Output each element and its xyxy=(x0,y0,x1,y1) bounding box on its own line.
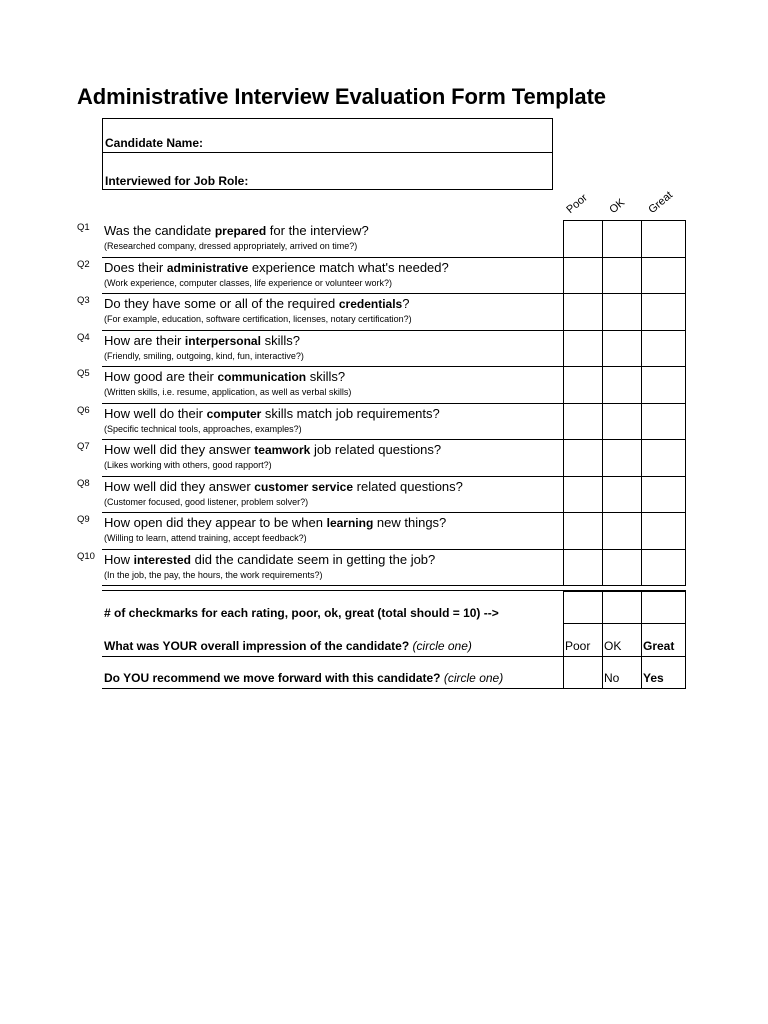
question-text-post: experience match what's needed? xyxy=(248,259,449,275)
rating-header-ok: OK xyxy=(607,196,628,216)
question-number: Q8 xyxy=(77,477,90,489)
question-text-pre: Do they have some or all of the required xyxy=(104,296,339,311)
question-hint: (Written skills, i.e. resume, application, as well as verbal skills) xyxy=(104,387,352,397)
question-text-pre: How well do their xyxy=(104,405,207,421)
rating-cell-poor[interactable] xyxy=(564,367,601,402)
question-hint: (Likes working with others, good rapport?) xyxy=(104,460,272,470)
rating-header-great: Great xyxy=(646,189,676,216)
impression-option-poor[interactable]: Poor xyxy=(565,639,591,653)
grid-divider xyxy=(602,592,603,688)
question-text xyxy=(104,442,441,457)
question-keyword: computer xyxy=(206,406,262,421)
question-text-post: skills match job requirements? xyxy=(261,405,440,421)
question-text-pre: How good are their xyxy=(104,369,218,384)
rating-cell-ok[interactable] xyxy=(603,440,640,475)
question-keyword: interpersonal xyxy=(184,333,261,348)
question-number: Q1 xyxy=(77,222,90,233)
question-text-pre: How well did they answer xyxy=(104,478,255,494)
grid-divider xyxy=(641,592,642,688)
rating-cell-great[interactable] xyxy=(642,331,679,366)
divider xyxy=(102,590,686,591)
rating-cell-poor[interactable] xyxy=(564,221,601,256)
recommend-option-yes[interactable]: Yes xyxy=(643,671,664,685)
rating-cell-great[interactable] xyxy=(642,221,679,256)
impression-option-ok[interactable]: OK xyxy=(604,639,622,653)
rating-cell-poor[interactable] xyxy=(564,331,601,366)
question-text xyxy=(104,406,440,421)
rating-cell-ok[interactable] xyxy=(603,404,640,439)
question-number: Q5 xyxy=(77,368,90,379)
recommend-option-no[interactable]: No xyxy=(604,671,620,685)
question-text-pre: Was the candidate xyxy=(104,223,215,238)
question-number: Q4 xyxy=(77,331,90,343)
candidate-name-field[interactable]: Candidate Name: xyxy=(105,136,204,150)
question-text-post: did the candidate seem in getting the job? xyxy=(190,551,436,567)
question-keyword: learning xyxy=(326,516,374,530)
question-text-post: related questions? xyxy=(353,478,463,494)
checkmark-count-label: # of checkmarks for each rating, poor, ok, great (total should = 10) --> xyxy=(104,606,499,620)
question-text xyxy=(104,296,409,311)
question-keyword: administrative xyxy=(166,260,249,275)
candidate-info-box xyxy=(102,118,553,190)
recommend-label: Do YOU recommend we move forward with this candidate? (circle one) xyxy=(104,671,504,685)
rating-cell-great[interactable] xyxy=(642,440,679,475)
question-text xyxy=(104,333,300,348)
question-hint: (Researched company, dressed appropriately, arrived on time?) xyxy=(104,241,358,251)
job-role-field[interactable]: Interviewed for Job Role: xyxy=(105,174,249,188)
question-hint: (Willing to learn, attend training, accept feedback?) xyxy=(104,533,307,543)
question-text xyxy=(104,369,345,384)
question-text xyxy=(104,479,463,494)
rating-cell-ok[interactable] xyxy=(603,294,640,329)
rating-cell-great[interactable] xyxy=(642,550,679,585)
page-title: Administrative Interview Evaluation Form Template xyxy=(77,84,606,109)
question-number: Q2 xyxy=(77,258,90,270)
question-number: Q6 xyxy=(77,404,90,416)
rating-cell-poor[interactable] xyxy=(564,513,601,548)
rating-cell-great[interactable] xyxy=(642,404,679,439)
rating-cell-poor[interactable] xyxy=(564,440,601,475)
question-text-post: new things? xyxy=(373,515,447,530)
question-keyword: teamwork xyxy=(254,443,311,457)
question-number: Q7 xyxy=(77,441,90,452)
question-text-pre: How open did they appear to be when xyxy=(104,515,327,530)
question-hint: (Customer focused, good listener, problem solver?) xyxy=(104,496,309,507)
question-number: Q9 xyxy=(77,514,90,525)
divider xyxy=(563,623,686,624)
question-keyword: customer service xyxy=(254,479,354,494)
question-text xyxy=(104,260,449,275)
rating-header-poor: Poor xyxy=(564,191,590,216)
question-text xyxy=(104,223,369,238)
rating-cell-ok[interactable] xyxy=(603,331,640,366)
question-number: Q3 xyxy=(77,295,90,306)
question-hint: (For example, education, software certification, licenses, notary certification?) xyxy=(104,314,412,324)
question-text-post: skills? xyxy=(260,332,300,348)
question-text-post: ? xyxy=(402,296,410,311)
rating-cell-ok[interactable] xyxy=(603,367,640,402)
question-number: Q10 xyxy=(77,550,95,562)
divider xyxy=(103,152,552,153)
row-divider xyxy=(102,585,686,586)
question-hint: (In the job, the pay, the hours, the work requirements?) xyxy=(104,569,323,580)
question-text-pre: How are their xyxy=(104,332,185,348)
question-text-pre: How xyxy=(104,551,134,567)
question-text-post: skills? xyxy=(306,369,346,384)
question-text-pre: Does their xyxy=(104,259,167,275)
divider xyxy=(102,656,686,657)
question-keyword: interested xyxy=(133,552,191,567)
rating-cell-ok[interactable] xyxy=(603,550,640,585)
impression-option-great[interactable]: Great xyxy=(643,639,675,653)
question-text-post: job related questions? xyxy=(310,442,442,457)
question-keyword: communication xyxy=(217,370,307,384)
rating-cell-great[interactable] xyxy=(642,258,679,293)
rating-cell-ok[interactable] xyxy=(603,221,640,256)
question-text-pre: How well did they answer xyxy=(104,442,255,457)
question-text-post: for the interview? xyxy=(266,223,369,238)
rating-cell-great[interactable] xyxy=(642,513,679,548)
question-keyword: prepared xyxy=(214,224,267,238)
rating-cell-great[interactable] xyxy=(642,477,679,512)
rating-cell-ok[interactable] xyxy=(603,258,640,293)
rating-cell-great[interactable] xyxy=(642,294,679,329)
question-text xyxy=(104,552,435,567)
question-hint: (Specific technical tools, approaches, examples?) xyxy=(104,423,302,434)
rating-cell-ok[interactable] xyxy=(603,477,640,512)
rating-cell-great[interactable] xyxy=(642,367,679,402)
question-hint: (Work experience, computer classes, life experience or volunteer work?) xyxy=(104,277,392,288)
question-keyword: credentials xyxy=(338,297,403,311)
rating-cell-poor[interactable] xyxy=(564,294,601,329)
rating-cell-poor[interactable] xyxy=(564,477,601,512)
impression-label: What was YOUR overall impression of the candidate? (circle one) xyxy=(104,639,472,653)
question-text xyxy=(104,515,446,530)
rating-cell-poor[interactable] xyxy=(564,550,601,585)
rating-cell-poor[interactable] xyxy=(564,404,601,439)
question-hint: (Friendly, smiling, outgoing, kind, fun, interactive?) xyxy=(104,350,304,361)
rating-cell-ok[interactable] xyxy=(603,513,640,548)
divider xyxy=(102,688,686,689)
rating-cell-poor[interactable] xyxy=(564,258,601,293)
